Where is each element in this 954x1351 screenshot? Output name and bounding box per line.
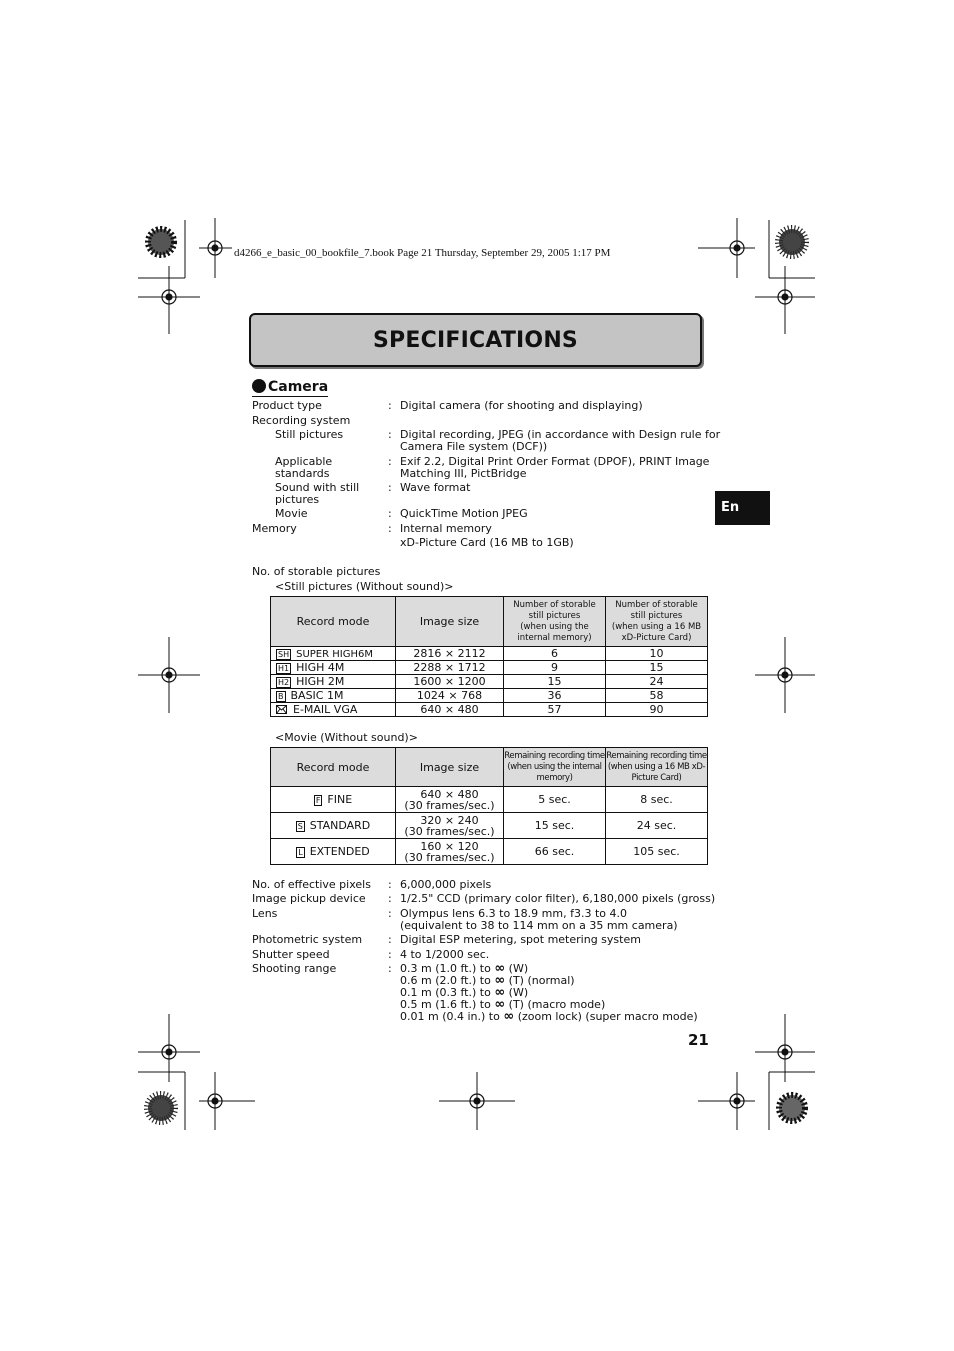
spec-value: 4 to 1/2000 sec.: [400, 948, 490, 961]
spec-label: Photometric system: [252, 933, 363, 946]
card-count-cell: 58: [606, 689, 708, 703]
infinity-icon: ∞: [503, 1009, 515, 1024]
spec-label: Sound with still: [275, 481, 360, 494]
shooting-range-line: 0.01 m (0.4 in.) to ∞ (zoom lock) (super macro mode): [400, 1009, 698, 1024]
spec-colon: :: [388, 962, 392, 975]
card-count-cell: 90: [606, 703, 708, 717]
column-header: Record mode: [271, 597, 396, 647]
image-size-cell: 1600 × 1200: [396, 675, 504, 689]
column-header: Image size: [396, 748, 504, 787]
spec-value: (equivalent to 38 to 114 mm on a 35 mm camera): [400, 919, 678, 932]
spec-label: Image pickup device: [252, 892, 366, 905]
spec-colon: :: [388, 399, 392, 412]
table-row: [271, 661, 708, 675]
shooting-range-line: 0.5 m (1.6 ft.) to ∞ (T) (macro mode): [400, 997, 606, 1012]
spec-label: Product type: [252, 399, 322, 412]
table-header-row: [271, 597, 708, 647]
spec-value: Digital recording, JPEG (in accordance with Design rule for: [400, 428, 721, 441]
high1-mode-icon: H1: [278, 663, 290, 673]
fine-mode-icon: F: [315, 795, 321, 805]
spec-value: xD-Picture Card (16 MB to 1GB): [400, 536, 574, 549]
shooting-range-line: 0.6 m (2.0 ft.) to ∞ (T) (normal): [400, 973, 575, 988]
spec-value: Digital ESP metering, spot metering system: [400, 933, 641, 946]
image-size-cell: 2816 × 2112: [396, 647, 504, 661]
card-count-cell: 24: [606, 675, 708, 689]
infinity-icon: ∞: [494, 973, 506, 988]
section-heading: [252, 379, 328, 397]
infinity-icon: ∞: [494, 961, 506, 976]
column-header: Remaining recording time (when using a 16 MB xD- Picture Card): [606, 748, 708, 787]
spec-colon: :: [388, 892, 392, 905]
spec-value: 6,000,000 pixels: [400, 878, 492, 891]
spec-colon: :: [388, 878, 392, 891]
still-table-caption: <Still pictures (Without sound)>: [275, 580, 454, 593]
column-header: Number of storable still pictures (when using the internal memory): [504, 597, 606, 647]
high2-mode-icon: H2: [278, 677, 290, 687]
spec-label: Lens: [252, 907, 278, 920]
section-title: Camera: [268, 379, 329, 395]
image-size-cell: 640 × 480: [396, 703, 504, 717]
standard-mode-icon: S: [297, 821, 303, 831]
spec-colon: :: [388, 933, 392, 946]
spec-label: No. of effective pixels: [252, 878, 371, 891]
spec-value: QuickTime Motion JPEG: [400, 507, 528, 520]
spec-value: Camera File system (DCF)): [400, 440, 548, 453]
record-mode-cell: H2 HIGH 2M: [271, 675, 396, 689]
image-size-cell: 1024 × 768: [396, 689, 504, 703]
card-time-cell: 8 sec.: [606, 787, 708, 813]
table-header-row: [271, 748, 708, 787]
table-row: [271, 647, 708, 661]
table-row: [271, 813, 708, 839]
record-mode-cell: B BASIC 1M: [271, 689, 396, 703]
card-time-cell: 24 sec.: [606, 813, 708, 839]
spec-colon: :: [388, 507, 392, 520]
movie-table: [270, 747, 708, 865]
extended-mode-icon: L: [298, 847, 303, 857]
spec-value: 1/2.5" CCD (primary color filter), 6,180,000 pixels (gross): [400, 892, 716, 905]
internal-count-cell: 15: [504, 675, 606, 689]
table-row: [271, 675, 708, 689]
basic-mode-icon: B: [278, 691, 284, 701]
column-header: Remaining recording time (when using the internal memory): [504, 748, 606, 787]
page-title: SPECIFICATIONS: [373, 327, 578, 353]
spec-colon: :: [388, 428, 392, 441]
page-number: 21: [688, 1031, 709, 1049]
spec-label: Still pictures: [275, 428, 344, 441]
super-high-mode-icon: SH: [278, 649, 290, 659]
record-mode-cell: H1 HIGH 4M: [271, 661, 396, 675]
spec-label: Applicable: [275, 455, 333, 468]
spec-label: Shooting range: [252, 962, 337, 975]
card-time-cell: 105 sec.: [606, 839, 708, 865]
record-mode-cell: L EXTENDED: [271, 839, 396, 865]
internal-time-cell: 15 sec.: [504, 813, 606, 839]
card-count-cell: 15: [606, 661, 708, 675]
spec-colon: :: [388, 948, 392, 961]
internal-count-cell: 9: [504, 661, 606, 675]
bullet-icon: [252, 379, 266, 393]
table-row: [271, 787, 708, 813]
spec-value: Olympus lens 6.3 to 18.9 mm, f3.3 to 4.0: [400, 907, 627, 920]
shooting-range-line: 0.3 m (1.0 ft.) to ∞ (W): [400, 961, 529, 976]
spec-value: Internal memory: [400, 522, 492, 535]
internal-time-cell: 66 sec.: [504, 839, 606, 865]
record-mode-cell: E-MAIL VGA: [271, 703, 396, 717]
spec-value: Matching III, PictBridge: [400, 467, 527, 480]
column-header: Number of storable still pictures (when using a 16 MB xD-Picture Card): [606, 597, 708, 647]
file-header: d4266_e_basic_00_bookfile_7.book Page 21 Thursday, September 29, 2005 1:17 PM: [234, 247, 611, 259]
table-row: [271, 689, 708, 703]
still-pictures-table: [270, 596, 708, 717]
spec-label: Shutter speed: [252, 948, 330, 961]
record-mode-cell: F FINE: [271, 787, 396, 813]
spec-colon: :: [388, 907, 392, 920]
record-mode-cell: S STANDARD: [271, 813, 396, 839]
movie-table-caption: <Movie (Without sound)>: [275, 731, 418, 744]
table-row: [271, 839, 708, 865]
image-size-cell: 640 × 480 (30 frames/sec.): [396, 787, 504, 813]
spec-colon: :: [388, 522, 392, 535]
card-count-cell: 10: [606, 647, 708, 661]
spec-colon: :: [388, 481, 392, 494]
storable-heading: No. of storable pictures: [252, 565, 381, 578]
spec-label: Recording system: [252, 414, 351, 427]
column-header: Record mode: [271, 748, 396, 787]
title-banner: [249, 313, 702, 367]
infinity-icon: ∞: [494, 985, 506, 1000]
spec-label: pictures: [275, 493, 320, 506]
internal-count-cell: 57: [504, 703, 606, 717]
column-header: Image size: [396, 597, 504, 647]
image-size-cell: 320 × 240 (30 frames/sec.): [396, 813, 504, 839]
infinity-icon: ∞: [494, 997, 506, 1012]
spec-value: Digital camera (for shooting and displaying): [400, 399, 643, 412]
spec-value: Exif 2.2, Digital Print Order Format (DPOF), PRINT Image: [400, 455, 710, 468]
record-mode-cell: SH SUPER HIGH6M: [271, 647, 396, 661]
spec-value: Wave format: [400, 481, 471, 494]
spec-label: Memory: [252, 522, 297, 535]
spec-colon: :: [388, 455, 392, 468]
internal-time-cell: 5 sec.: [504, 787, 606, 813]
image-size-cell: 160 × 120 (30 frames/sec.): [396, 839, 504, 865]
spec-label: Movie: [275, 507, 308, 520]
shooting-range-line: 0.1 m (0.3 ft.) to ∞ (W): [400, 985, 529, 1000]
table-row: [271, 703, 708, 717]
spec-label: standards: [275, 467, 330, 480]
envelope-icon: [276, 705, 287, 714]
internal-count-cell: 6: [504, 647, 606, 661]
image-size-cell: 2288 × 1712: [396, 661, 504, 675]
language-tab: En: [715, 491, 770, 525]
internal-count-cell: 36: [504, 689, 606, 703]
